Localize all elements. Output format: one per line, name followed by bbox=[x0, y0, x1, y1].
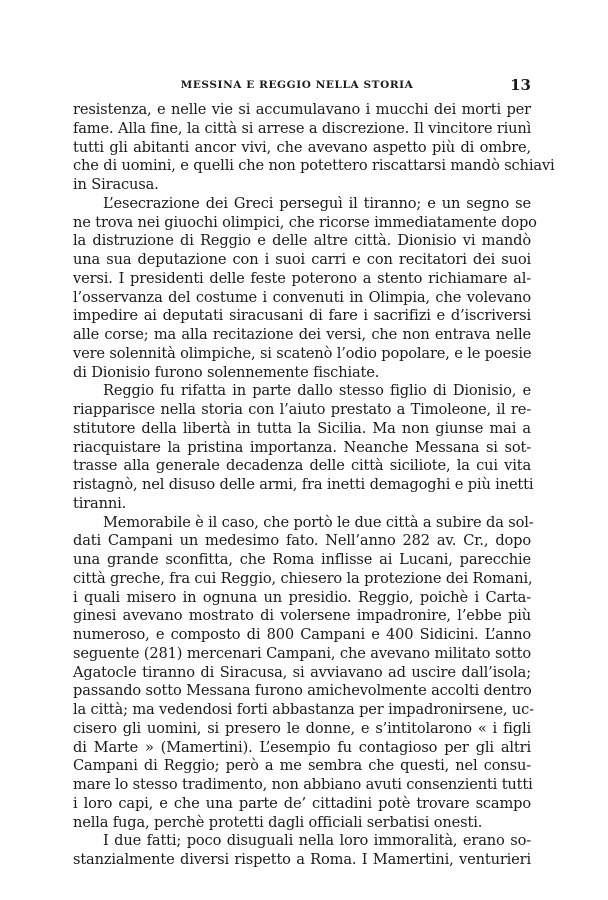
text-line: la distruzione di Reggio e delle altre città. Dionisio vi mandò bbox=[73, 232, 531, 250]
text-line: trasse alla generale decadenza delle città siciliote, la cui vita bbox=[73, 457, 531, 475]
running-title: MESSINA E REGGIO NELLA STORIA bbox=[180, 79, 414, 91]
text-line: una grande sconfitta, che Roma inflisse ai Lucani, parecchie bbox=[73, 551, 531, 568]
text-line: di Dionisio furono solennemente fischiate. bbox=[73, 363, 380, 381]
text-line: tiranni. bbox=[73, 494, 127, 512]
text-line: riacquistare la pristina importanza. Neanche Messana si sot- bbox=[73, 438, 531, 456]
text-line: che di uomini, e quelli che non potettero riscattarsi mandò schiavi bbox=[73, 157, 555, 175]
text-line: nella fuga, perchè protetti dagli officiali serbatisi onesti. bbox=[73, 813, 483, 831]
paragraph bbox=[73, 832, 531, 870]
body-text bbox=[73, 101, 555, 870]
paragraph bbox=[73, 513, 534, 833]
text-line: riapparisce nella storia con l’aiuto prestato a Timoleone, il re- bbox=[73, 401, 531, 418]
text-line: Campani di Reggio; però a me sembra che questi, nel consu- bbox=[73, 757, 531, 775]
text-line: la città; ma vedendosi forti abbastanza per impadronirsene, uc- bbox=[73, 701, 534, 718]
text-line: ristagnò, nel disuso delle armi, fra inetti demagoghi e più inetti bbox=[73, 476, 534, 493]
text-line: numeroso, e composto di 800 Campani e 400 Sidicini. L’anno bbox=[73, 626, 531, 643]
text-line: in Siracusa. bbox=[73, 176, 159, 193]
text-line: i quali misero in ognuna un presidio. Reggio, poichè i Carta- bbox=[73, 588, 531, 606]
text-line: versi. I presidenti delle feste poterono a stento richiamare al- bbox=[73, 269, 531, 287]
text-line: ginesi avevano mostrato di volersene impadronire, l’ebbe più bbox=[73, 607, 531, 625]
text-line: passando sotto Messana furono amichevolmente accolti dentro bbox=[73, 682, 532, 700]
text-line: mare lo stesso tradimento, non abbiano avuti consenzienti tutti bbox=[73, 776, 533, 793]
text-line: Memorabile è il caso, che portò le due città a subire da sol- bbox=[103, 513, 534, 531]
text-line: ne trova nei giuochi olimpici, che ricorse immediatamente dopo bbox=[73, 213, 537, 231]
paragraph bbox=[73, 382, 534, 513]
running-header bbox=[73, 76, 531, 96]
paragraph bbox=[73, 194, 537, 383]
paragraph bbox=[73, 101, 555, 195]
text-line: seguente (281) mercenari Campani, che avevano militato sotto bbox=[73, 644, 531, 662]
text-line: tutti gli abitanti ancor vivi, che avevano aspetto più di ombre, bbox=[73, 138, 531, 156]
text-line: vere solennità olimpiche, si scatenò l’odio popolare, e le poesie bbox=[73, 344, 532, 362]
text-line: stanzialmente diversi rispetto a Roma. I Mamertini, venturieri bbox=[73, 851, 531, 868]
text-line: alle corse; ma alla recitazione dei versi, che non entrava nelle bbox=[73, 326, 531, 343]
text-line: cisero gli uomini, si presero le donne, e s’intitolarono « i figli bbox=[73, 719, 531, 737]
text-line: I due fatti; poco disuguali nella loro immoralità, erano so- bbox=[103, 832, 531, 850]
text-line: i loro capi, e che una parte de’ cittadini potè trovare scampo bbox=[73, 794, 531, 812]
text-line: impedire ai deputati siracusani di fare i sacrifizi e d’iscriversi bbox=[73, 307, 531, 325]
text-line: resistenza, e nelle vie si accumulavano i mucchi dei morti per bbox=[73, 101, 531, 118]
text-line: Agatocle tiranno di Siracusa, si avviavano ad uscire dall’isola; bbox=[73, 663, 531, 681]
text-line: fame. Alla fine, la città si arrese a discrezione. Il vincitore riunì bbox=[73, 119, 532, 137]
text-line: l’osservanza del costume i convenuti in Olimpia, che volevano bbox=[73, 288, 531, 306]
text-line: L’esecrazione dei Greci perseguì il tiranno; e un segno se bbox=[103, 194, 531, 212]
page-number: 13 bbox=[510, 76, 531, 94]
text-line: città greche, fra cui Reggio, chiesero la protezione dei Romani, bbox=[73, 569, 533, 587]
text-line: dati Campani un medesimo fato. Nell’anno 282 av. Cr., dopo bbox=[73, 532, 531, 550]
text-line: una sua deputazione con i suoi carri e con recitatori dei suoi bbox=[73, 251, 531, 268]
text-line: di Marte » (Mamertini). L’esempio fu contagioso per gli altri bbox=[73, 738, 531, 756]
text-line: stitutore della libertà in tutta la Sicilia. Ma non giunse mai a bbox=[73, 419, 531, 437]
text-line: Reggio fu rifatta in parte dallo stesso figlio di Dionisio, e bbox=[103, 382, 531, 400]
